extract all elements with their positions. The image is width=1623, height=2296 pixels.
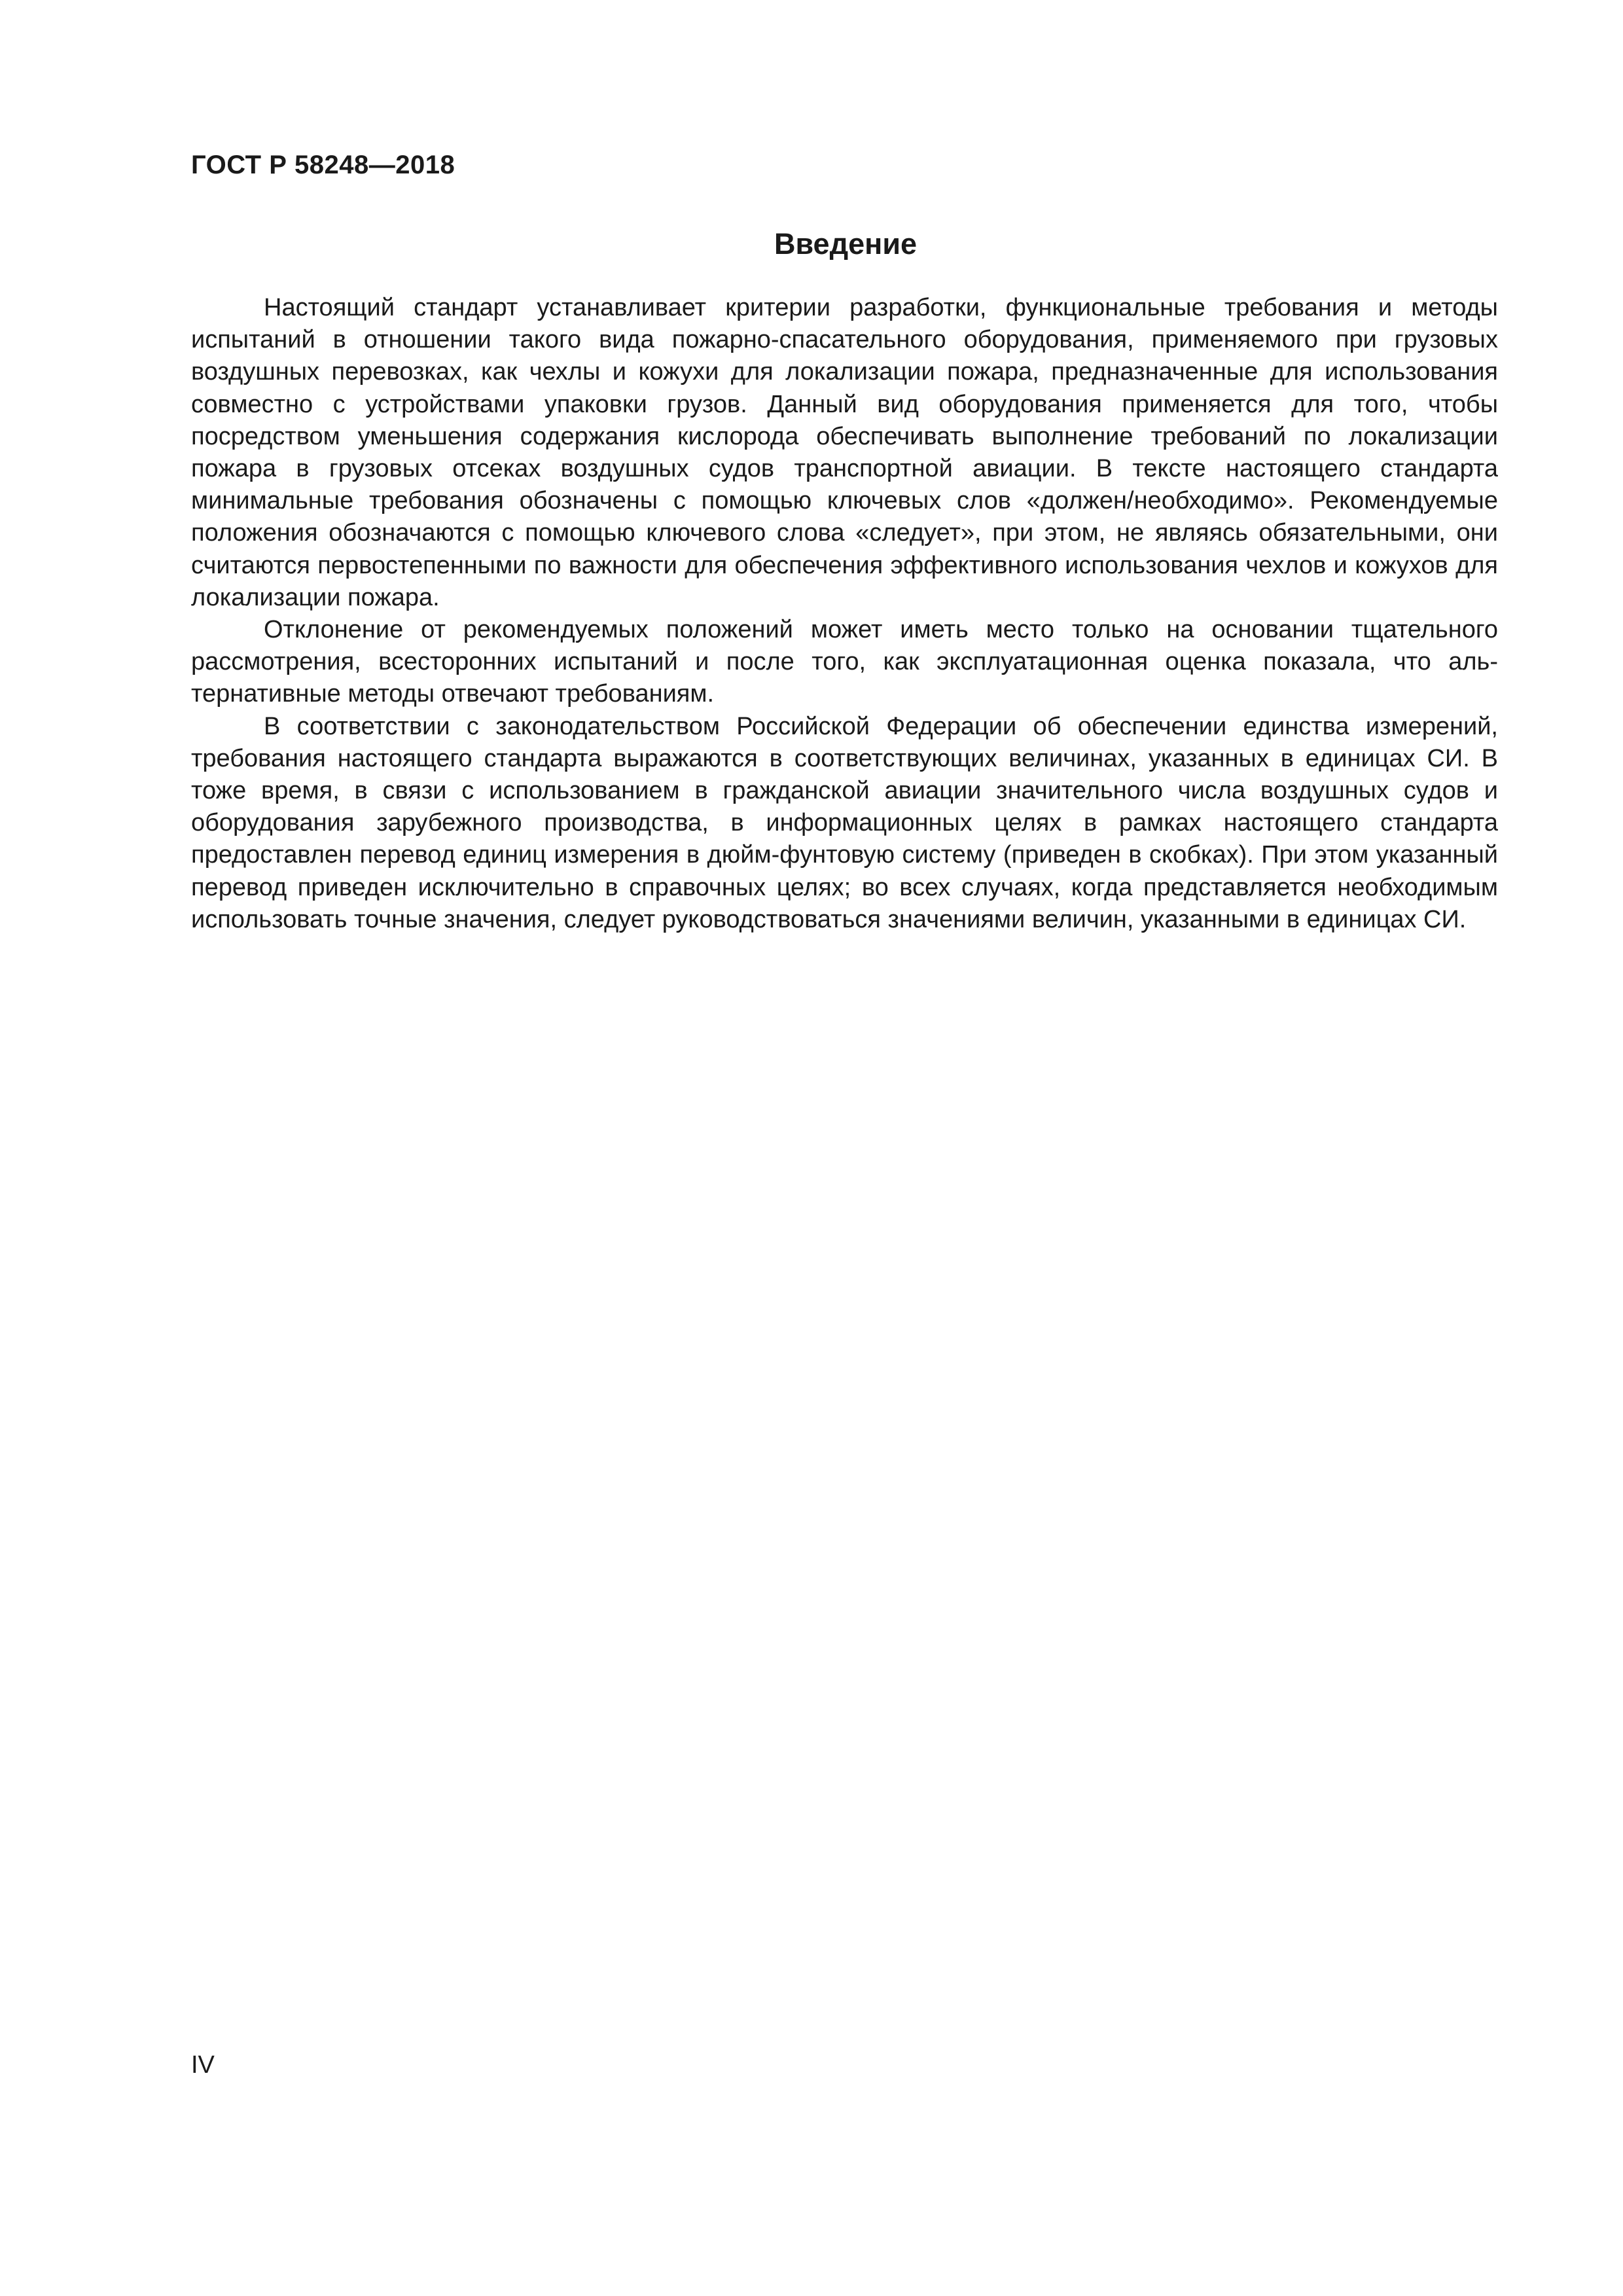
paragraph-3: В соответствии с законодательством Российской Федерации об обеспечении единства измерений, требования настоящего стандарта выражаются в соответствующих величинах, указанных в единицах СИ. В тоже время, в связи с использованием в гражданской авиации значительного числа воздушных судов и оборудования зарубежного производства, в информационных целях в рамках настоящего стандарта предоставлен перевод единиц измерения в дюйм-фунтовую систему (приведен в скобках). При этом указанный перевод приведен исключительно в справочных целях; во всех случаях, когда представляется необходимым использовать точные значения, следует руководствоваться значениями величин, указанными в единицах СИ. — [191, 712, 1498, 933]
body-text — [191, 292, 1498, 936]
section-title: Введение — [774, 227, 918, 260]
page-number: IV — [191, 2051, 215, 2079]
paragraph-2: Отклонение от рекомендуемых положений может иметь место только на основании тщательного рассмотрения, всесторонних испытаний и после того, как эксплуатационная оценка показала, что альтернативные методы отвечают требованиям. — [191, 616, 1498, 708]
paragraph-1: Настоящий стандарт устанавливает критерии разработки, функциональные требования и методы испытаний в отношении такого вида пожарно-спасательного оборудования, применяемого при грузовых воздушных перевозках, как чехлы и кожухи для локализации пожара, предназначенные для использования совместно с устройствами упаковки грузов. Данный вид оборудования применяется для того, чтобы посредством уменьшения содержания кислорода обеспечивать выполнение требований по локализации пожара в грузовых отсеках воздушных судов транспортной авиации. В тексте настоящего стандарта минимальные требования обозначены с помощью ключевых слов «должен/необходимо». Рекомендуемые положения обозначаются с помощью ключевого слова «следует», при этом, не являясь обязательными, они считаются первостепенными по важности для обеспечения эффективного использования чехлов и кожухов для локализации пожара. — [191, 294, 1498, 611]
document-code: ГОСТ Р 58248—2018 — [191, 151, 455, 179]
